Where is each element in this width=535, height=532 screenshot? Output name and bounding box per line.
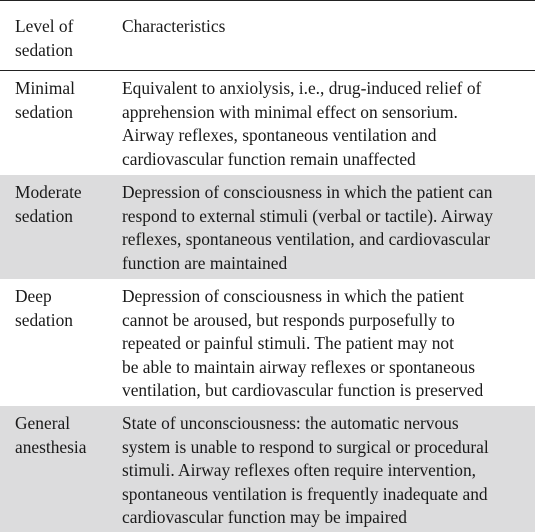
row-level-label: Minimal sedation [15,78,75,122]
table-row-general-anesthesia [0,406,535,532]
row-description: Depression of consciousness in which the patient cannot be aroused, but responds purposefully to repeated or painful stimuli. The patient may not be able to maintain airway reflexes or spontaneous ventilation, but cardiovascular function is preserved [122,286,484,401]
header-characteristics: Characteristics [122,16,226,36]
row-level-label: Moderate sedation [15,182,82,226]
row-level-label: Deep sedation [15,286,73,330]
table-header-row [0,1,535,71]
header-level-of-sedation: Level of sedation [15,16,74,60]
table-row-moderate-sedation [0,175,535,279]
row-description: State of unconsciousness: the automatic nervous system is unable to respond to surgical or procedural stimuli. Airway reflexes often require intervention, spontaneous ventilation is frequently inadequate and cardiovascular function may be impaired [122,413,489,528]
row-description: Equivalent to anxiolysis, i.e., drug-induced relief of apprehension with minimal effect on sensorium. Airway reflexes, spontaneous ventilation and cardiovascular function remain unaffected [122,78,482,169]
row-level-label: General anesthesia [15,413,87,457]
row-description: Depression of consciousness in which the patient can respond to external stimuli (verbal or tactile). Airway reflexes, spontaneous ventilation, and cardiovascular function are maintained [122,182,493,273]
table-row-minimal-sedation [0,71,535,175]
table-row-deep-sedation [0,279,535,406]
